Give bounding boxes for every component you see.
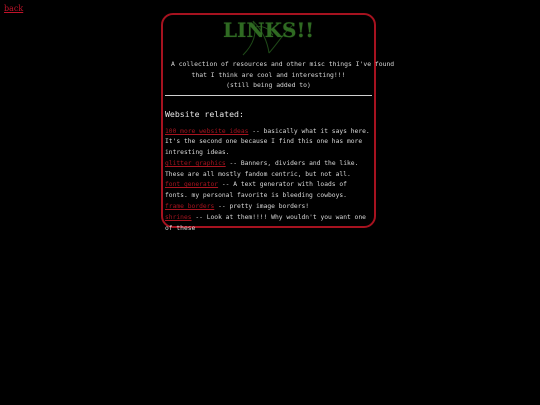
intro-text [163,57,395,91]
links-panel [161,13,395,232]
list-item [165,159,372,181]
link-description: -- Banners, dividers and the like. These are all mostly fandom centric, but not all. [165,159,359,178]
link-description: -- basically what it says here. It's the second one because I find this one has more intresting ideas. [165,127,370,157]
resource-link[interactable]: shrines [165,213,192,221]
list-item [165,127,372,159]
section-heading: Website related: [165,108,244,119]
page-title: LINKS!! [222,18,315,42]
list-item [165,213,372,235]
link-description: -- A text generator with loads of fonts. my personal favorite is bleeding cowboys. [165,181,347,200]
resource-link[interactable]: glitter graphics [165,159,226,167]
list-item [165,202,372,213]
link-description: -- pretty image borders! [214,203,310,211]
resource-link[interactable]: frame borders [165,203,215,211]
intro-line: (still being added to) [226,81,311,89]
title-area [163,15,374,57]
divider [165,95,372,96]
back-link[interactable]: back [4,4,24,13]
resource-link[interactable]: font generator [165,181,219,189]
list-item [165,180,372,202]
resource-link[interactable]: 100 more website ideas [165,127,249,135]
link-list [165,127,374,235]
intro-line: A collection of resources and other misc things I've found [171,60,395,68]
intro-line: that I think are cool and interesting!!! [191,70,346,79]
link-description: -- Look at them!!!! Why wouldn't you want one of these [165,213,366,232]
